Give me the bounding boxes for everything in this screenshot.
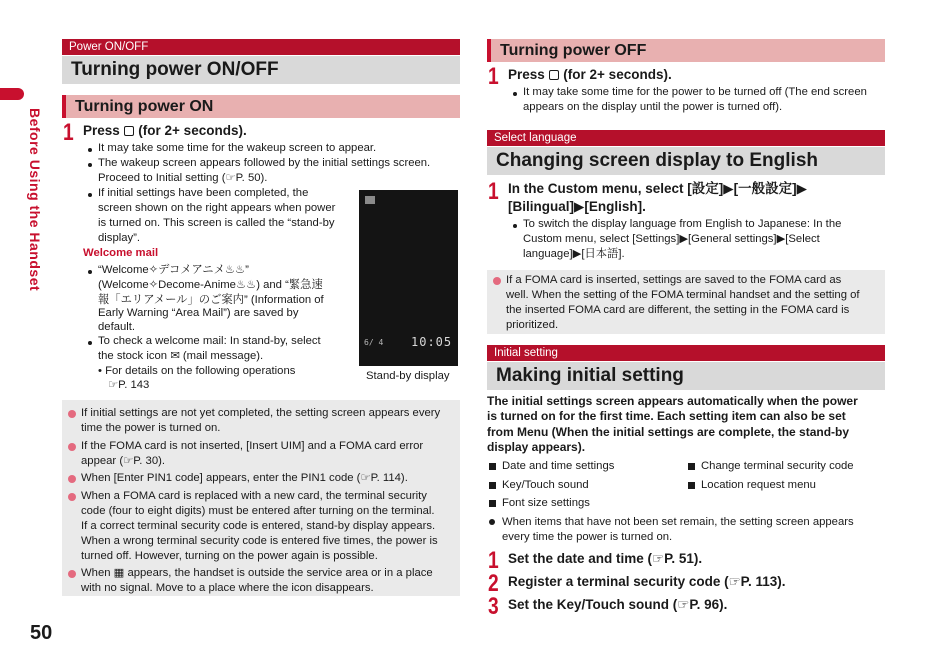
- note-text: When a wrong terminal security code is entered five times, the power is: [81, 535, 438, 547]
- standby-date: 6/ 4: [364, 338, 384, 347]
- intro-text: The initial settings screen appears automatically when the power: [487, 394, 858, 408]
- bullet-text: It may take some time for the power to be turned off (The end screen: [523, 86, 867, 98]
- section-title-language: Changing screen display to English: [487, 147, 885, 175]
- bullet-text: Proceed to Initial setting (☞P. 50).: [98, 172, 268, 184]
- step-instruction: Register a terminal security code (☞P. 113).: [508, 574, 786, 589]
- power-key-icon: [549, 70, 559, 80]
- setting-item: Change terminal security code: [701, 460, 854, 472]
- bullet-text: screen shown on the right appears when power: [98, 202, 336, 214]
- note-bullet-icon: [68, 475, 76, 483]
- note-text: appear (☞P. 30).: [81, 455, 166, 467]
- image-caption: Stand-by display: [366, 370, 450, 382]
- bullet-icon: [513, 224, 517, 228]
- bullet-icon: [88, 163, 92, 167]
- welcome-mail-heading: Welcome mail: [83, 247, 159, 259]
- setting-item: Font size settings: [502, 497, 590, 509]
- category-bar: Power ON/OFF: [62, 39, 460, 55]
- note-text: When a FOMA card is replaced with a new card, the terminal security: [81, 490, 427, 502]
- intro-text: display appears).: [487, 440, 586, 454]
- note-text: with no signal. Move to a place where the icon disappears.: [81, 582, 374, 594]
- section-title-initial: Making initial setting: [487, 362, 885, 390]
- note-bullet-icon: [68, 443, 76, 451]
- item-bullet-icon: [489, 482, 496, 489]
- welcome-text: 報「エリアメール」のご案内” (Information of: [98, 294, 324, 306]
- page-title: Turning power ON/OFF: [62, 56, 460, 84]
- bullet-text: is turned on. This screen is called the “stand-by: [98, 217, 335, 229]
- bullet-text: When items that have not been set remain, the setting screen appears: [502, 516, 854, 528]
- step-number: 3: [488, 593, 499, 620]
- power-key-icon: [124, 126, 134, 136]
- step-instruction: Press (for 2+ seconds).: [508, 67, 672, 82]
- note-text: code (four to eight digits) must be entered after turning on the terminal.: [81, 505, 435, 517]
- bullet-text: display”.: [98, 232, 141, 244]
- welcome-text: default.: [98, 321, 136, 333]
- note-text: well. When the setting of the FOMA terminal handset and the setting of: [506, 289, 860, 301]
- bullet-text: appears on the display until the power is turned off).: [523, 101, 783, 113]
- bullet-icon: [88, 270, 92, 274]
- note-text: turned off. However, turning on the power again is possible.: [81, 550, 378, 562]
- setting-item: Date and time settings: [502, 460, 615, 472]
- signal-icon: [365, 196, 375, 204]
- bullet-text: The wakeup screen appears followed by the initial settings screen.: [98, 157, 431, 169]
- welcome-text: “Welcome✧デコメアニメ♨♨”: [98, 264, 249, 276]
- note-text: time the power is turned on.: [81, 422, 221, 434]
- section-heading-power-off: Turning power OFF: [487, 39, 885, 62]
- standby-display-image: [359, 190, 458, 366]
- page-reference-link[interactable]: ☞P. 143: [108, 379, 150, 391]
- step-number: 2: [488, 570, 499, 597]
- welcome-text: the stock icon ✉ (mail message).: [98, 350, 264, 362]
- bullet-text: every time the power is turned on.: [502, 531, 673, 543]
- note-text: If a FOMA card is inserted, settings are saved to the FOMA card as: [506, 274, 842, 286]
- step-instruction: [Bilingual]▶[English].: [508, 199, 646, 214]
- category-bar: Select language: [487, 130, 885, 146]
- note-text: If a correct terminal security code is entered, stand-by display appears.: [81, 520, 436, 532]
- note-text: If initial settings are not yet completed, the setting screen appears every: [81, 407, 441, 419]
- step-instruction: Press (for 2+ seconds).: [83, 123, 247, 138]
- bullet-icon: [88, 193, 92, 197]
- setting-item: Key/Touch sound: [502, 479, 589, 491]
- item-bullet-icon: [489, 500, 496, 507]
- bullet-text: To switch the display language from English to Japanese: In the: [523, 218, 842, 230]
- bullet-icon: [489, 519, 495, 525]
- step-instruction: Set the Key/Touch sound (☞P. 96).: [508, 597, 728, 612]
- note-text: When [Enter PIN1 code] appears, enter the PIN1 code (☞P. 114).: [81, 472, 408, 484]
- note-text: prioritized.: [506, 319, 559, 331]
- step-instruction: In the Custom menu, select [設定]▶[一般設定]▶: [508, 181, 808, 196]
- bullet-icon: [513, 92, 517, 96]
- setting-item: Location request menu: [701, 479, 816, 491]
- welcome-text: • For details on the following operations: [98, 365, 296, 377]
- bullet-text: If initial settings have been completed, the: [98, 187, 309, 199]
- note-bullet-icon: [68, 493, 76, 501]
- note-text: If the FOMA card is not inserted, [Insert UIM] and a FOMA card error: [81, 440, 424, 452]
- note-bullet-icon: [493, 277, 501, 285]
- step-number: 1: [488, 178, 499, 205]
- step-instruction: Set the date and time (☞P. 51).: [508, 551, 703, 566]
- item-bullet-icon: [688, 463, 695, 470]
- welcome-text: Early Warning “Area Mail”) are saved by: [98, 307, 299, 319]
- standby-clock: 10:05: [411, 335, 453, 349]
- bullet-text: Custom menu, select [Settings]▶[General settings]▶[Select: [523, 233, 820, 245]
- step-number: 1: [488, 63, 499, 90]
- note-bullet-icon: [68, 410, 76, 418]
- note-text: the inserted FOMA card are different, the setting in the FOMA card is: [506, 304, 850, 316]
- item-bullet-icon: [688, 482, 695, 489]
- welcome-text: (Welcome✧Decome-Anime♨♨) and “緊急速: [98, 279, 323, 291]
- step-number: 1: [488, 547, 499, 574]
- category-bar: Initial setting: [487, 345, 885, 361]
- note-bullet-icon: [68, 570, 76, 578]
- side-tab-marker: [0, 88, 24, 100]
- side-chapter-label: Before Using the Handset: [27, 108, 43, 292]
- intro-text: from Menu (When the initial settings are complete, the stand-by: [487, 425, 850, 439]
- note-text: When ▦ appears, the handset is outside the service area or in a place: [81, 567, 433, 579]
- bullet-icon: [88, 148, 92, 152]
- page-number: 50: [30, 622, 53, 644]
- intro-text: is turned on for the first time. Each setting item can also be set: [487, 409, 846, 423]
- step-number: 1: [63, 119, 74, 146]
- item-bullet-icon: [489, 463, 496, 470]
- bullet-icon: [88, 341, 92, 345]
- bullet-text: It may take some time for the wakeup screen to appear.: [98, 142, 377, 154]
- welcome-text: To check a welcome mail: In stand-by, select: [98, 335, 321, 347]
- bullet-text: language]▶[日本語].: [523, 248, 625, 260]
- section-heading-power-on: Turning power ON: [62, 95, 460, 118]
